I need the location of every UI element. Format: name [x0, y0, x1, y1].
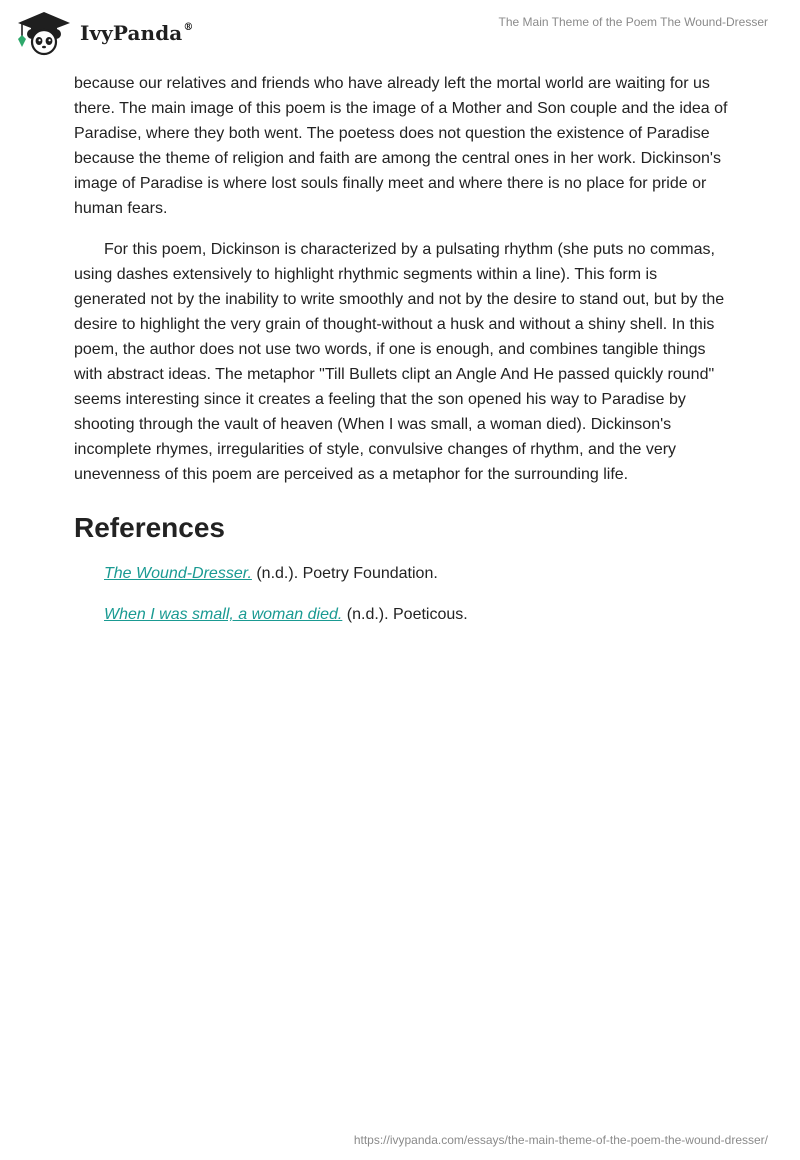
source-url[interactable]: https://ivypanda.com/essays/the-main-theme-of-the-poem-the-wound-dresser/: [353, 1133, 768, 1147]
brand-name: IvyPanda®: [80, 21, 194, 45]
page-header: [0, 0, 800, 66]
reference-details: (n.d.). Poetry Foundation.: [251, 565, 438, 582]
registered-mark: ®: [183, 22, 194, 34]
essay-content: [74, 71, 730, 644]
reference-link[interactable]: The Wound-Dresser.: [104, 565, 252, 582]
reference-link[interactable]: When I was small, a woman died.: [104, 606, 343, 623]
body-paragraph: For this poem, Dickinson is characterized by a pulsating rhythm (she puts no commas, using dashes extensively to highlight rhythmic segments within a line). This form is generated not by the inability to write smoothly and not by the desire to stand out, but by the desire to highlight the very grain of thought-without a husk and without a shiny shell. In this poem, the author does not use two words, if one is enough, and combines tangible things with abstract ideas. The metaphor "Till Bullets clipt an Angle And He passed quickly round" seems interesting since it creates a feeling that the son opened his way to Paradise by shooting through the vault of heaven (When I was small, a woman died). Dickinson's incomplete rhymes, irregularities of style, convulsive changes of rhythm, and the very unevenness of this poem are perceived as a metaphor for the surrounding life.: [74, 241, 725, 483]
panda-graduation-cap-icon: [14, 9, 74, 57]
reference-item: [104, 562, 730, 586]
references-heading: References: [74, 512, 225, 543]
brand-logo[interactable]: [14, 9, 193, 57]
reference-item: [104, 603, 730, 627]
running-title: The Main Theme of the Poem The Wound-Dresser: [498, 15, 768, 29]
reference-details: (n.d.). Poeticous.: [342, 606, 468, 623]
body-paragraph: because our relatives and friends who have already left the mortal world are waiting for us there. The main image of this poem is the image of a Mother and Son couple and the idea of Paradise, where they both went. The poetess does not question the existence of Paradise because the theme of religion and faith are among the central ones in her work. Dickinson's image of Paradise is where lost souls finally meet and where there is no place for pride or human fears.: [74, 75, 728, 217]
references-list: [74, 562, 730, 627]
